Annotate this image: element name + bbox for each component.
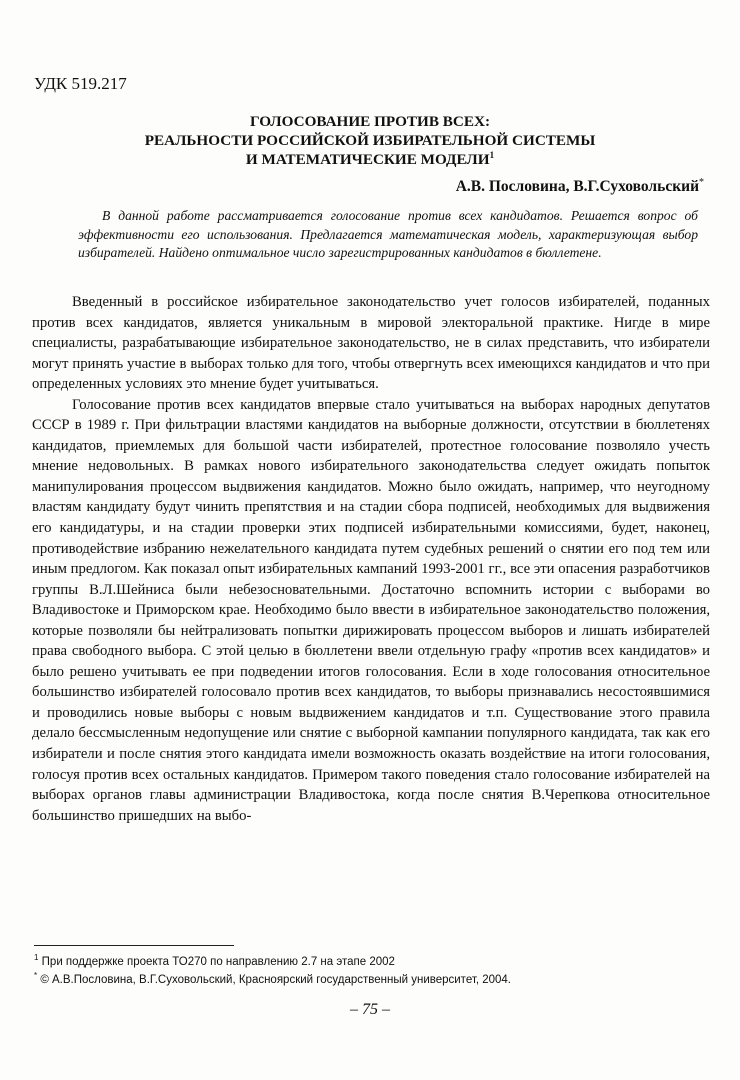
footnote-2-mark: * [34,971,38,981]
page-number: – 75 – [350,1001,390,1018]
udk-code: УДК 519.217 [34,74,127,93]
author-names: А.В. Пословина, В.Г.Суховольский [455,178,699,195]
title-line-3-text: И МАТЕМАТИЧЕСКИЕ МОДЕЛИ [245,151,490,168]
title-line-1: ГОЛОСОВАНИЕ ПРОТИВ ВСЕХ: [249,113,491,130]
footnote-1 [34,953,714,971]
footnote-divider [34,945,234,946]
title-footnote-mark: 1 [489,149,495,160]
footnote-2-text: © А.В.Пословина, В.Г.Суховольский, Красноярский государственный университет, 2004. [40,974,511,986]
abstract: В данной работе рассматривается голосование против всех кандидатов. Решается вопрос об эффективности его использования. Предлагается математическая модель, характеризующая выбор избирателей. Найдено оптимальное число зарегистрированных кандидатов в бюллетене. [78,208,698,261]
title-line-3 [60,150,680,169]
body-paragraph-2: Голосование против всех кандидатов впервые стало учитываться на выборах народных депутатов СССР в 1989 г. При фильтрации властями кандидатов на выборные должности, отсутствии в бюллетенях кандидатов, приемлемых для большой части избирателей, протестное голосование позволяло учесть мнение недовольных. В рамках нового избирательного законодательства следует ожидать попыток манипулирования процессом выдвижения кандидатов. Можно было ожидать, например, что неугодному властям кандидату будут чинить препятствия и на стадии сбора подписей, необходимых для выдвижения его кандидатуры, и на стадии проверки этих подписей избирательными комиссиями, будет, наконец, противодействие избранию нежелательного кандидата путем судебных решений о снятии его под тем или иным предлогом. Как показал опыт избирательных кампаний 1993-2001 гг., все эти опасения разработчиков группы В.Л.Шейниса были небезосновательными. Достаточно вспомнить истории с выборами во Владивостоке и Приморском крае. Необходимо было ввести в избирательное законодательство положения, которые позволяли бы нейтрализовать попытки дирижировать процессом выборов и лишать избирателей права свободного выбора. С этой целью в бюллетени ввели отдельную графу «против всех кандидатов» и было решено учитывать ее при подведении итогов голосования. Если в ходе голосования относительное большинство избирателей голосовало против всех кандидатов, то выборы признавались несостоявшимися и проводились новые выборы с новым выдвижением кандидатов и т.п. Существование этого правила делало бессмысленным недопущение или снятие с выборной кампании популярного кандидата, так как его избиратели и после снятия этого кандидата имели возможность оказать воздействие на итоги голосования, голосуя против всех остальных кандидатов. Примером такого поведения стало голосование избирателей на выборах органов главы администрации Владивостока, когда после снятия В.Черепкова относительное большинство пришедших на выбо- [32,396,710,824]
footnote-2 [34,971,714,989]
title-line-2: РЕАЛЬНОСТИ РОССИЙСКОЙ ИЗБИРАТЕЛЬНОЙ СИСТЕМЫ [144,132,596,149]
footnotes [34,953,714,989]
body-paragraph-1: Введенный в российское избирательное законодательство учет голосов избирателей, поданных против всех кандидатов, является уникальным в мировой электоральной практике. Нигде в мире специалисты, разрабатывающие избирательное законодательство, не в силах представить, что избиратели могут принять участие в выборах только для того, чтобы отвергнуть всех имеющихся кандидатов и что при определенных условиях это мнение будет учитываться. [32,294,710,393]
article-title [60,112,680,169]
authors [456,178,704,196]
footnote-1-text: При поддержке проекта ТО270 по направлению 2.7 на этапе 2002 [41,956,395,968]
footnote-1-mark: 1 [34,953,39,963]
article-body [32,292,710,826]
author-footnote-mark: * [699,176,704,188]
